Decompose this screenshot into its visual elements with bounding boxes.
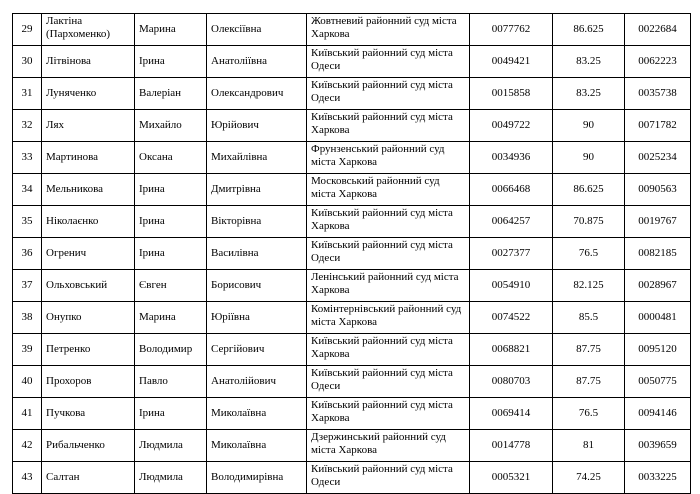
- registration-number-cell: 0074522: [470, 302, 553, 334]
- row-number: 37: [13, 270, 42, 302]
- code-cell: 0025234: [625, 142, 691, 174]
- score-cell: 82.125: [553, 270, 625, 302]
- code-cell: 0090563: [625, 174, 691, 206]
- code-cell: 0082185: [625, 238, 691, 270]
- candidates-table: [12, 13, 691, 494]
- court-cell: Київський районний суд міста Одеси: [307, 46, 470, 78]
- court-cell: Комінтернівський районний суд міста Харкова: [307, 302, 470, 334]
- row-number: 32: [13, 110, 42, 142]
- patronymic-cell: Сергійович: [207, 334, 307, 366]
- court-cell: Київський районний суд міста Одеси: [307, 238, 470, 270]
- table-row: [13, 334, 691, 366]
- row-number: 29: [13, 14, 42, 46]
- first-name-cell: Марина: [135, 14, 207, 46]
- score-cell: 76.5: [553, 398, 625, 430]
- code-cell: 0039659: [625, 430, 691, 462]
- court-cell: Жовтневий районний суд міста Харкова: [307, 14, 470, 46]
- registration-number-cell: 0014778: [470, 430, 553, 462]
- surname-cell: Пучкова: [42, 398, 135, 430]
- table-row: [13, 430, 691, 462]
- registration-number-cell: 0027377: [470, 238, 553, 270]
- code-cell: 0022684: [625, 14, 691, 46]
- patronymic-cell: Олександрович: [207, 78, 307, 110]
- score-cell: 70.875: [553, 206, 625, 238]
- registration-number-cell: 0069414: [470, 398, 553, 430]
- table-row: [13, 14, 691, 46]
- patronymic-cell: Олексіївна: [207, 14, 307, 46]
- row-number: 42: [13, 430, 42, 462]
- code-cell: 0071782: [625, 110, 691, 142]
- table-row: [13, 398, 691, 430]
- first-name-cell: Володимир: [135, 334, 207, 366]
- score-cell: 90: [553, 110, 625, 142]
- patronymic-cell: Володимирівна: [207, 462, 307, 494]
- patronymic-cell: Вікторівна: [207, 206, 307, 238]
- surname-cell: Петренко: [42, 334, 135, 366]
- row-number: 34: [13, 174, 42, 206]
- registration-number-cell: 0077762: [470, 14, 553, 46]
- surname-cell: Онупко: [42, 302, 135, 334]
- surname-cell: Луняченко: [42, 78, 135, 110]
- code-cell: 0094146: [625, 398, 691, 430]
- registration-number-cell: 0054910: [470, 270, 553, 302]
- patronymic-cell: Михайлівна: [207, 142, 307, 174]
- first-name-cell: Марина: [135, 302, 207, 334]
- registration-number-cell: 0005321: [470, 462, 553, 494]
- score-cell: 86.625: [553, 14, 625, 46]
- code-cell: 0000481: [625, 302, 691, 334]
- registration-number-cell: 0068821: [470, 334, 553, 366]
- patronymic-cell: Юріївна: [207, 302, 307, 334]
- court-cell: Київський районний суд міста Харкова: [307, 334, 470, 366]
- registration-number-cell: 0049722: [470, 110, 553, 142]
- first-name-cell: Павло: [135, 366, 207, 398]
- score-cell: 90: [553, 142, 625, 174]
- court-cell: Київський районний суд міста Харкова: [307, 398, 470, 430]
- table-row: [13, 206, 691, 238]
- court-cell: Київський районний суд міста Одеси: [307, 78, 470, 110]
- court-cell: Ленінський районний суд міста Харкова: [307, 270, 470, 302]
- patronymic-cell: Василівна: [207, 238, 307, 270]
- patronymic-cell: Анатоліївна: [207, 46, 307, 78]
- surname-cell: Прохоров: [42, 366, 135, 398]
- score-cell: 85.5: [553, 302, 625, 334]
- surname-cell: Рибальченко: [42, 430, 135, 462]
- table-row: [13, 366, 691, 398]
- surname-cell: Ніколаєнко: [42, 206, 135, 238]
- code-cell: 0035738: [625, 78, 691, 110]
- code-cell: 0033225: [625, 462, 691, 494]
- court-cell: Київський районний суд міста Харкова: [307, 110, 470, 142]
- first-name-cell: Людмила: [135, 430, 207, 462]
- row-number: 43: [13, 462, 42, 494]
- table-row: [13, 238, 691, 270]
- table-row: [13, 302, 691, 334]
- surname-cell: Мельникова: [42, 174, 135, 206]
- patronymic-cell: Борисович: [207, 270, 307, 302]
- surname-cell: Ольховський: [42, 270, 135, 302]
- row-number: 35: [13, 206, 42, 238]
- court-cell: Київський районний суд міста Харкова: [307, 206, 470, 238]
- row-number: 40: [13, 366, 42, 398]
- row-number: 33: [13, 142, 42, 174]
- first-name-cell: Євген: [135, 270, 207, 302]
- court-cell: Київський районний суд міста Одеси: [307, 462, 470, 494]
- row-number: 30: [13, 46, 42, 78]
- row-number: 41: [13, 398, 42, 430]
- table-row: [13, 142, 691, 174]
- registration-number-cell: 0066468: [470, 174, 553, 206]
- surname-cell: Літвінова: [42, 46, 135, 78]
- row-number: 38: [13, 302, 42, 334]
- table-row: [13, 270, 691, 302]
- score-cell: 81: [553, 430, 625, 462]
- row-number: 31: [13, 78, 42, 110]
- patronymic-cell: Анатолійович: [207, 366, 307, 398]
- registration-number-cell: 0049421: [470, 46, 553, 78]
- first-name-cell: Ірина: [135, 398, 207, 430]
- court-cell: Московський районний суд міста Харкова: [307, 174, 470, 206]
- surname-cell: Огренич: [42, 238, 135, 270]
- patronymic-cell: Юрійович: [207, 110, 307, 142]
- score-cell: 76.5: [553, 238, 625, 270]
- score-cell: 83.25: [553, 46, 625, 78]
- row-number: 39: [13, 334, 42, 366]
- registration-number-cell: 0015858: [470, 78, 553, 110]
- court-cell: Дзержинський районний суд міста Харкова: [307, 430, 470, 462]
- score-cell: 87.75: [553, 334, 625, 366]
- registration-number-cell: 0064257: [470, 206, 553, 238]
- registration-number-cell: 0080703: [470, 366, 553, 398]
- patronymic-cell: Миколаївна: [207, 430, 307, 462]
- first-name-cell: Оксана: [135, 142, 207, 174]
- table-row: [13, 46, 691, 78]
- table-row: [13, 110, 691, 142]
- first-name-cell: Валеріан: [135, 78, 207, 110]
- table-row: [13, 174, 691, 206]
- patronymic-cell: Миколаївна: [207, 398, 307, 430]
- table-row: [13, 462, 691, 494]
- code-cell: 0095120: [625, 334, 691, 366]
- surname-cell: Лактіна (Пархоменко): [42, 14, 135, 46]
- score-cell: 87.75: [553, 366, 625, 398]
- court-cell: Київський районний суд міста Одеси: [307, 366, 470, 398]
- score-cell: 74.25: [553, 462, 625, 494]
- surname-cell: Мартинова: [42, 142, 135, 174]
- table-body: [13, 14, 691, 494]
- first-name-cell: Людмила: [135, 462, 207, 494]
- code-cell: 0028967: [625, 270, 691, 302]
- patronymic-cell: Дмитрівна: [207, 174, 307, 206]
- table-row: [13, 78, 691, 110]
- registration-number-cell: 0034936: [470, 142, 553, 174]
- first-name-cell: Ірина: [135, 206, 207, 238]
- first-name-cell: Михайло: [135, 110, 207, 142]
- code-cell: 0062223: [625, 46, 691, 78]
- court-cell: Фрунзенський районний суд міста Харкова: [307, 142, 470, 174]
- row-number: 36: [13, 238, 42, 270]
- surname-cell: Салтан: [42, 462, 135, 494]
- score-cell: 86.625: [553, 174, 625, 206]
- first-name-cell: Ірина: [135, 46, 207, 78]
- first-name-cell: Ірина: [135, 174, 207, 206]
- code-cell: 0050775: [625, 366, 691, 398]
- code-cell: 0019767: [625, 206, 691, 238]
- first-name-cell: Ірина: [135, 238, 207, 270]
- surname-cell: Лях: [42, 110, 135, 142]
- score-cell: 83.25: [553, 78, 625, 110]
